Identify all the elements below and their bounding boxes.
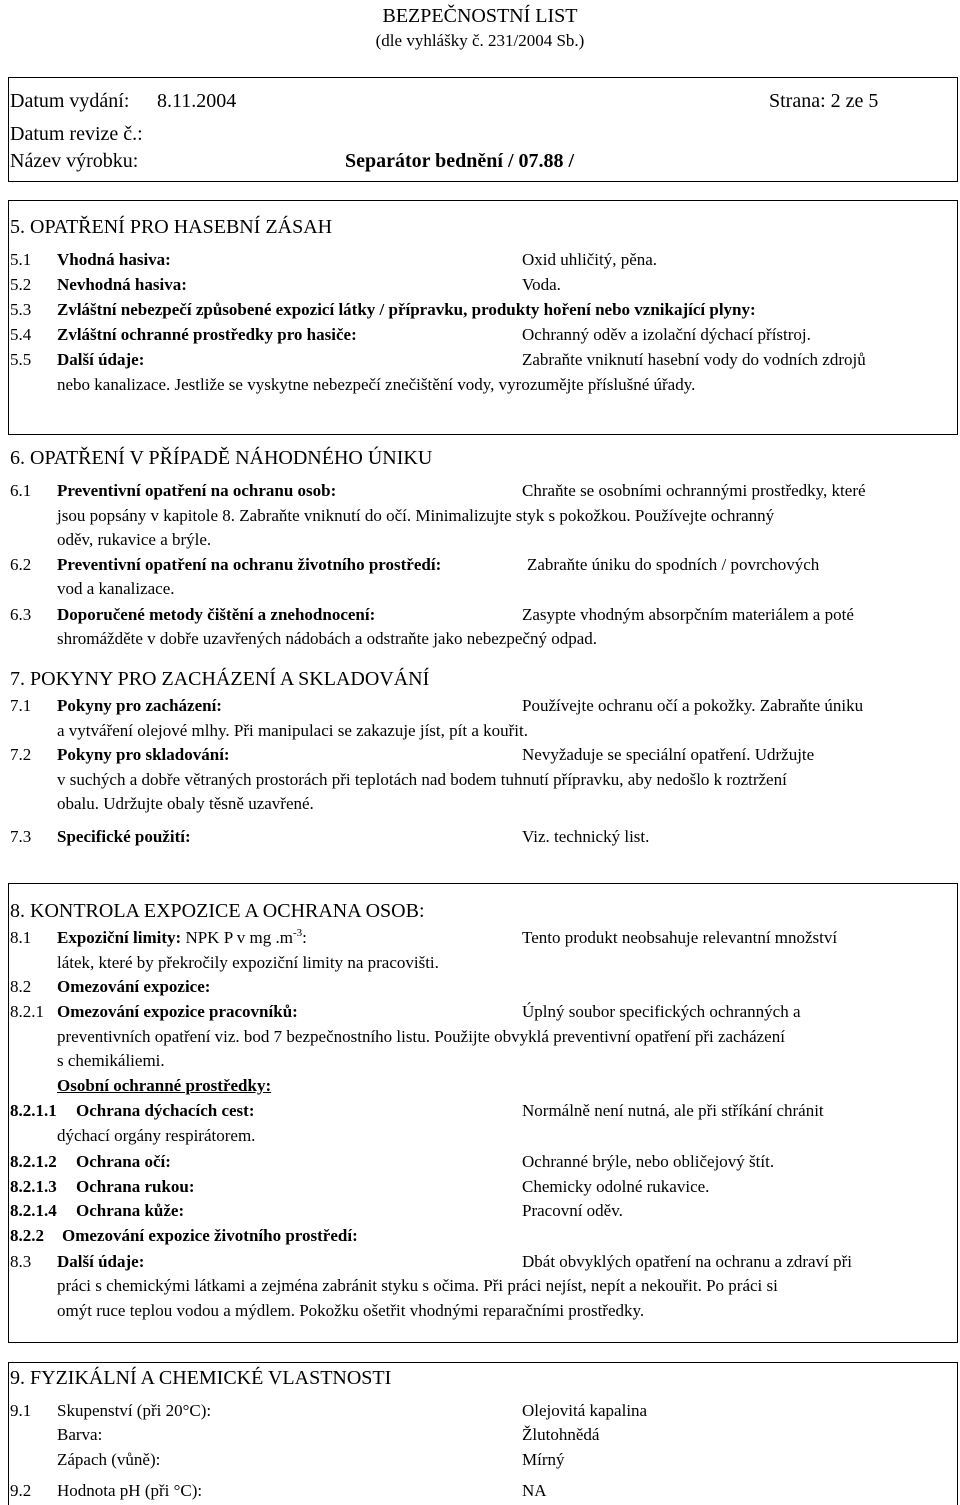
- row-8-2-2-num: 8.2.2: [10, 1226, 44, 1245]
- row-8-2-1-4-value: Pracovní oděv.: [522, 1201, 623, 1220]
- row-9-1-value: Olejovitá kapalina: [522, 1401, 648, 1420]
- row-7-2-continuation-1: v suchých a dobře větraných prostorách při teplotách nad bodem tuhnutí přípravku, aby nedošlo k roztržení: [57, 770, 787, 789]
- row-5-4-label: Zvláštní ochranné prostředky pro hasiče:: [57, 325, 357, 344]
- row-8-2-1-num: 8.2.1: [10, 1002, 44, 1021]
- row-8-2-1-1-continuation: dýchací orgány respirátorem.: [57, 1126, 256, 1145]
- section-5-title: 5. OPATŘENÍ PRO HASEBNÍ ZÁSAH: [10, 216, 333, 238]
- row-5-5-continuation: nebo kanalizace. Jestliže se vyskytne nebezpečí znečištění vody, vyrozumějte příslušné úřady.: [57, 375, 696, 394]
- row-8-2-label: Omezování expozice:: [57, 977, 211, 996]
- row-9-1c-value: Mírný: [522, 1450, 565, 1469]
- row-5-1-num: 5.1: [10, 250, 32, 269]
- row-7-2-num: 7.2: [10, 745, 32, 764]
- row-7-1-num: 7.1: [10, 696, 32, 715]
- section-8-title-colon: :: [418, 900, 425, 922]
- row-8-3-continuation-2: omýt ruce teplou vodou a mýdlem. Pokožku ošetřit vhodnými reparačními prostředky.: [57, 1301, 645, 1320]
- row-8-2-1-4-label: Ochrana kůže:: [76, 1201, 185, 1220]
- row-6-3-value: Zasypte vhodným absorpčním materiálem a poté: [522, 605, 854, 624]
- row-7-1-label: Pokyny pro zacházení:: [57, 696, 222, 715]
- row-9-2-label: Hodnota pH (při °C):: [57, 1481, 203, 1500]
- row-8-2-1-2-label: Ochrana očí:: [76, 1152, 171, 1171]
- row-8-1-unit: NPK P v mg .m: [185, 928, 293, 947]
- row-8-2-1-2-num: 8.2.1.2: [10, 1152, 57, 1171]
- row-8-2-num: 8.2: [10, 977, 32, 996]
- revision-label: Datum revize č.:: [10, 123, 143, 145]
- section-7-title: 7. POKYNY PRO ZACHÁZENÍ A SKLADOVÁNÍ: [10, 668, 430, 690]
- row-6-3-continuation: shromážděte v dobře uzavřených nádobách a odstraňte jako nebezpečný odpad.: [57, 629, 597, 648]
- row-8-2-1-4-num: 8.2.1.4: [10, 1201, 57, 1220]
- row-8-2-1-continuation-2: s chemikáliemi.: [57, 1051, 165, 1070]
- row-8-1-label: [57, 929, 307, 946]
- row-9-1-label: Skupenství (při 20°C):: [57, 1401, 212, 1420]
- row-7-2-continuation-2: obalu. Udržujte obaly těsně uzavřené.: [57, 794, 314, 813]
- issue-date: 8.11.2004: [157, 90, 237, 112]
- row-8-1-value: Tento produkt neobsahuje relevantní množství: [522, 928, 838, 947]
- row-8-3-continuation-1: práci s chemickými látkami a zejména zabránit styku s očima. Při práci nejíst, nepít a nekouřit. Po práci si: [57, 1276, 778, 1295]
- row-9-1b-label: Barva:: [57, 1425, 103, 1444]
- section-8-title-text: 8. KONTROLA EXPOZICE A OCHRANA OSOB: [10, 900, 419, 922]
- row-7-1-continuation: a vytváření olejové mlhy. Při manipulaci se zakazuje jíst, pít a kouřit.: [57, 721, 528, 740]
- row-9-1-num: 9.1: [10, 1401, 32, 1420]
- row-5-1-label: Vhodná hasiva:: [57, 250, 171, 269]
- product-name: Separátor bednění / 07.88 /: [345, 150, 575, 172]
- row-7-3-value: Viz. technický list.: [522, 827, 650, 846]
- issue-date-label: Datum vydání:: [10, 90, 130, 112]
- row-9-1c-label: Zápach (vůně):: [57, 1450, 161, 1469]
- row-8-3-label: Další údaje:: [57, 1252, 145, 1271]
- row-9-1b-value: Žlutohnědá: [522, 1425, 600, 1444]
- row-6-1-num: 6.1: [10, 481, 32, 500]
- row-8-2-1-1-value: Normálně není nutná, ale při stříkání chránit: [522, 1101, 824, 1120]
- product-label: Název výrobku:: [10, 150, 139, 172]
- document-subtitle: (dle vyhlášky č. 231/2004 Sb.): [375, 31, 585, 50]
- row-8-2-1-label: Omezování expozice pracovníků:: [57, 1002, 298, 1021]
- row-6-1-value: Chraňte se osobními ochrannými prostředky, které: [522, 481, 866, 500]
- row-5-5-num: 5.5: [10, 350, 32, 369]
- row-6-2-num: 6.2: [10, 555, 32, 574]
- row-6-1-continuation-1: jsou popsány v kapitole 8. Zabraňte vniknutí do očí. Minimalizujte styk s pokožkou. Používejte ochranný: [57, 506, 775, 525]
- row-5-2-label: Nevhodná hasiva:: [57, 275, 187, 294]
- row-6-1-continuation-2: oděv, rukavice a brýle.: [57, 530, 212, 549]
- row-8-2-1-2-value: Ochranné brýle, nebo obličejový štít.: [522, 1152, 775, 1171]
- row-5-3-num: 5.3: [10, 300, 32, 319]
- row-7-2-value: Nevyžaduje se speciální opatření. Udržujte: [522, 745, 815, 764]
- row-8-2-1-1-label: Ochrana dýchacích cest:: [76, 1101, 255, 1120]
- row-5-5-value: Zabraňte vniknutí hasební vody do vodních zdrojů: [522, 350, 866, 369]
- row-8-3-num: 8.3: [10, 1252, 32, 1271]
- row-8-1-exponent: -3: [292, 927, 303, 939]
- row-7-1-value: Používejte ochranu očí a pokožky. Zabraňte úniku: [522, 696, 864, 715]
- row-8-2-1-3-label: Ochrana rukou:: [76, 1177, 195, 1196]
- row-7-2-label: Pokyny pro skladování:: [57, 745, 230, 764]
- row-8-2-1-3-value: Chemicky odolné rukavice.: [522, 1177, 710, 1196]
- row-5-5-label: Další údaje:: [57, 350, 145, 369]
- section-9-title: 9. FYZIKÁLNÍ A CHEMICKÉ VLASTNOSTI: [10, 1367, 392, 1389]
- row-5-2-value: Voda.: [522, 275, 561, 294]
- row-6-2-continuation: vod a kanalizace.: [57, 579, 175, 598]
- row-8-2-1-value: Úplný soubor specifických ochranných a: [522, 1002, 801, 1021]
- row-8-1-num: 8.1: [10, 928, 32, 947]
- document-title: BEZPEČNOSTNÍ LIST: [382, 5, 578, 27]
- row-8-1-label-text: Expoziční limity:: [57, 928, 182, 947]
- page-number: Strana: 2 ze 5: [769, 90, 879, 112]
- row-6-3-num: 6.3: [10, 605, 32, 624]
- row-6-1-label: Preventivní opatření na ochranu osob:: [57, 481, 337, 500]
- row-8-2-2-label: Omezování expozice životního prostředí:: [62, 1226, 358, 1245]
- row-5-4-value: Ochranný oděv a izolační dýchací přístroj.: [522, 325, 811, 344]
- row-9-2-num: 9.2: [10, 1481, 32, 1500]
- row-8-1-continuation: látek, které by překročily expoziční limity na pracovišti.: [57, 953, 439, 972]
- row-5-1-value: Oxid uhličitý, pěna.: [522, 250, 658, 269]
- row-5-4-num: 5.4: [10, 325, 32, 344]
- row-8-2-1-continuation-1: preventivních opatření viz. bod 7 bezpečnostního listu. Použijte obvyklá preventivní opatření při zacházení: [57, 1027, 785, 1046]
- row-6-2-label: Preventivní opatření na ochranu životního prostředí:: [57, 555, 442, 574]
- row-7-3-label: Specifické použití:: [57, 827, 191, 846]
- row-6-2-value: Zabraňte úniku do spodních / povrchových: [527, 555, 820, 574]
- row-7-3-num: 7.3: [10, 827, 32, 846]
- row-8-3-value: Dbát obvyklých opatření na ochranu a zdraví při: [522, 1252, 852, 1271]
- row-6-3-label: Doporučené metody čištění a znehodnocení:: [57, 605, 376, 624]
- row-8-2-1-3-num: 8.2.1.3: [10, 1177, 57, 1196]
- row-5-2-num: 5.2: [10, 275, 32, 294]
- personal-protection-heading: Osobní ochranné prostředky:: [57, 1076, 272, 1095]
- section-6-title: 6. OPATŘENÍ V PŘÍPADĚ NÁHODNÉHO ÚNIKU: [10, 447, 433, 469]
- row-8-1-colon: :: [302, 928, 307, 947]
- row-5-3-label: Zvláštní nebezpečí způsobené expozicí látky / přípravku, produkty hoření nebo vznikající plyny:: [57, 300, 756, 319]
- row-8-2-1-1-num: 8.2.1.1: [10, 1101, 57, 1120]
- row-9-2-value: NA: [522, 1481, 547, 1500]
- section-8-title: [10, 901, 425, 921]
